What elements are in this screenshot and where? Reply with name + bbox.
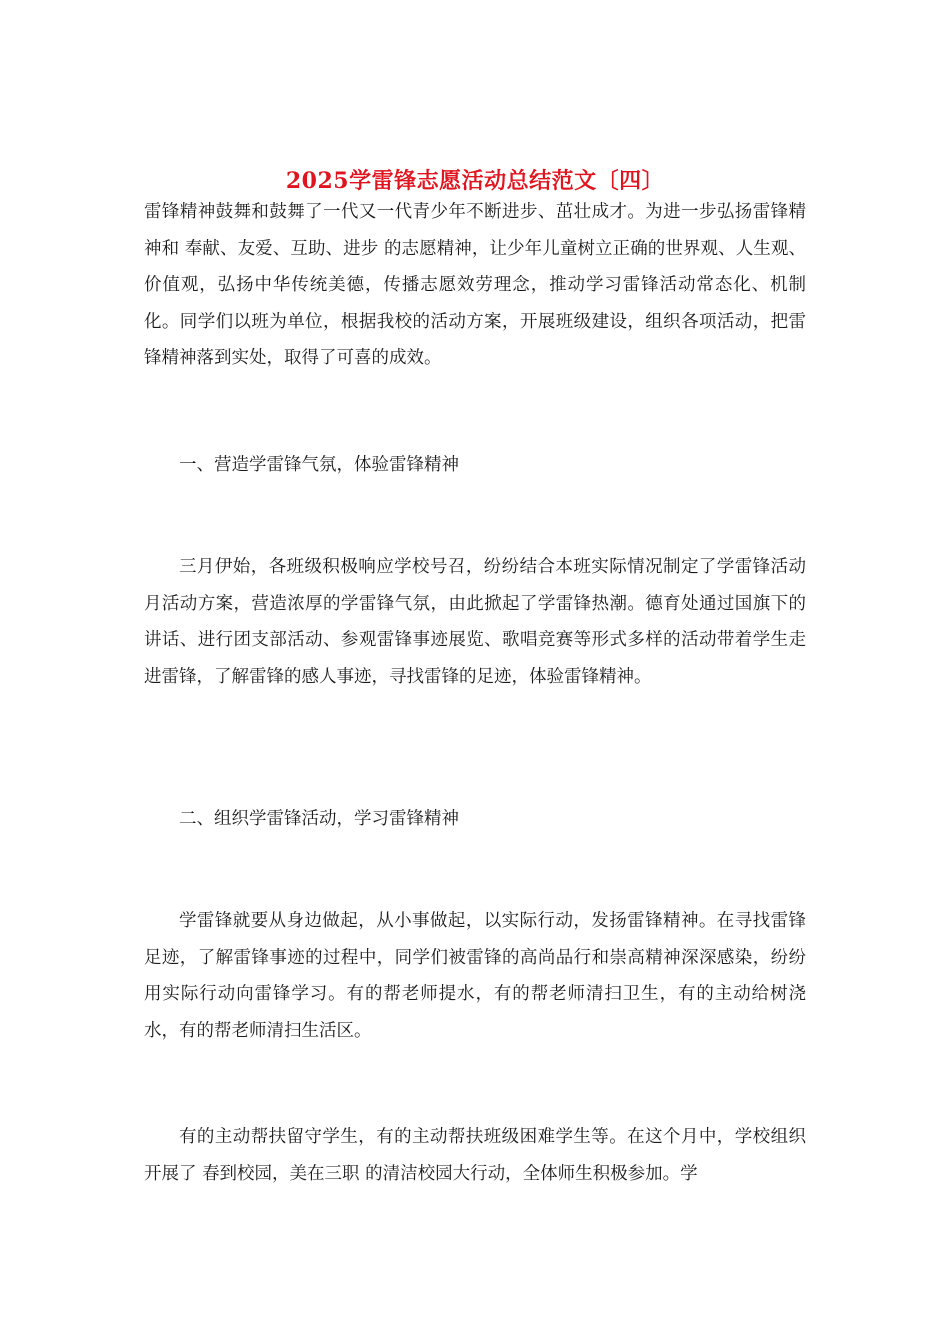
section-body-2: 学雷锋就要从身边做起，从小事做起，以实际行动，发扬雷锋精神。在寻找雷锋足迹，了解雷锋事迹的过程中，同学们被雷锋的高尚品行和崇高精神深深感染，纷纷用实际行动向雷锋学习。有的帮老师提水，有的帮老师清扫卫生，有的主动给树浇水，有的帮老师清扫生活区。 <box>144 911 806 1041</box>
section-heading-2: 二、组织学雷锋活动，学习雷锋精神 <box>179 809 459 829</box>
section-heading-1: 一、营造学雷锋气氛，体验雷锋精神 <box>179 455 459 475</box>
section-body-1: 三月伊始，各班级积极响应学校号召，纷纷结合本班实际情况制定了学雷锋活动月活动方案，营造浓厚的学雷锋气氛，由此掀起了学雷锋热潮。德育处通过国旗下的讲话、进行团支部活动、参观雷锋事迹展览、歌唱竞赛等形式多样的活动带着学生走进雷锋，了解雷锋的感人事迹，寻找雷锋的足迹，体验雷锋精神。 <box>144 557 806 687</box>
intro-paragraph: 雷锋精神鼓舞和鼓舞了一代又一代青少年不断进步、茁壮成才。为进一步弘扬雷锋精神和 奉献、友爱、互助、进步 的志愿精神，让少年儿童树立正确的世界观、人生观、价值观，弘扬中华传统美德，传播志愿效劳理念，推动学习雷锋活动常态化、机制化。同学们以班为单位，根据我校的活动方案，开展班级建设，组织各项活动，把雷锋精神落到实处，取得了可喜的成效。 <box>144 202 806 369</box>
continuation-paragraph: 有的主动帮扶留守学生，有的主动帮扶班级困难学生等。在这个月中，学校组织开展了 春到校园，美在三职 的清洁校园大行动，全体师生积极参加。学 <box>144 1127 806 1184</box>
document-title: 2025学雷锋志愿活动总结范文〔四〕 <box>285 167 665 194</box>
